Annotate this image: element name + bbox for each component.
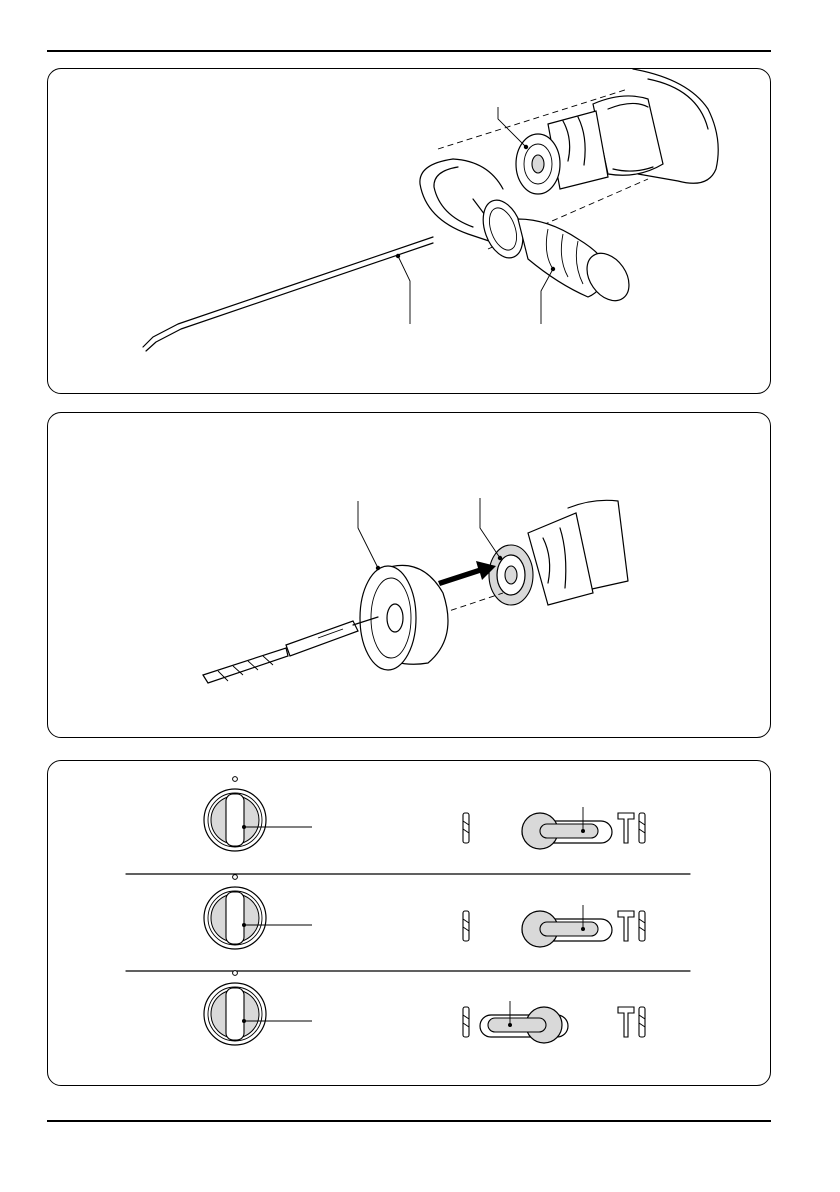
drill-body bbox=[548, 69, 718, 189]
depth-gauge-rod bbox=[143, 237, 433, 351]
drill-bit-icon bbox=[639, 911, 645, 941]
selector-lever bbox=[488, 1018, 546, 1032]
top-rule bbox=[47, 50, 771, 52]
hammer-icon bbox=[618, 911, 634, 941]
drill-body bbox=[480, 498, 628, 605]
mode-selector-illustration bbox=[48, 761, 771, 1086]
hammer-icon bbox=[618, 813, 634, 843]
selector-lever bbox=[540, 922, 598, 936]
dust-cup-illustration bbox=[48, 413, 771, 738]
bottom-rule bbox=[47, 1120, 771, 1122]
figure-side-handle bbox=[47, 68, 771, 394]
insert-arrow-icon bbox=[438, 561, 496, 586]
selector-lever bbox=[540, 824, 598, 838]
hammer-icon bbox=[618, 1007, 634, 1037]
drill-bit-icon bbox=[463, 911, 469, 941]
drill-bit-icon bbox=[639, 1007, 645, 1037]
side-handle-illustration bbox=[48, 69, 771, 394]
position-mark-icon bbox=[233, 875, 238, 880]
selector-knob-grip bbox=[226, 988, 244, 1040]
selector-knob-grip bbox=[226, 892, 244, 944]
drill-bit-icon bbox=[639, 813, 645, 843]
drill-bit-icon bbox=[463, 1007, 469, 1037]
drill-bit-icon bbox=[463, 813, 469, 843]
position-mark-icon bbox=[233, 971, 238, 976]
drill-bit bbox=[203, 617, 378, 683]
figure-dust-cup bbox=[47, 412, 771, 738]
position-mark-icon bbox=[233, 777, 238, 782]
dust-cup bbox=[358, 501, 448, 670]
selector-knob-grip bbox=[226, 794, 244, 846]
figure-mode-selector bbox=[47, 760, 771, 1086]
